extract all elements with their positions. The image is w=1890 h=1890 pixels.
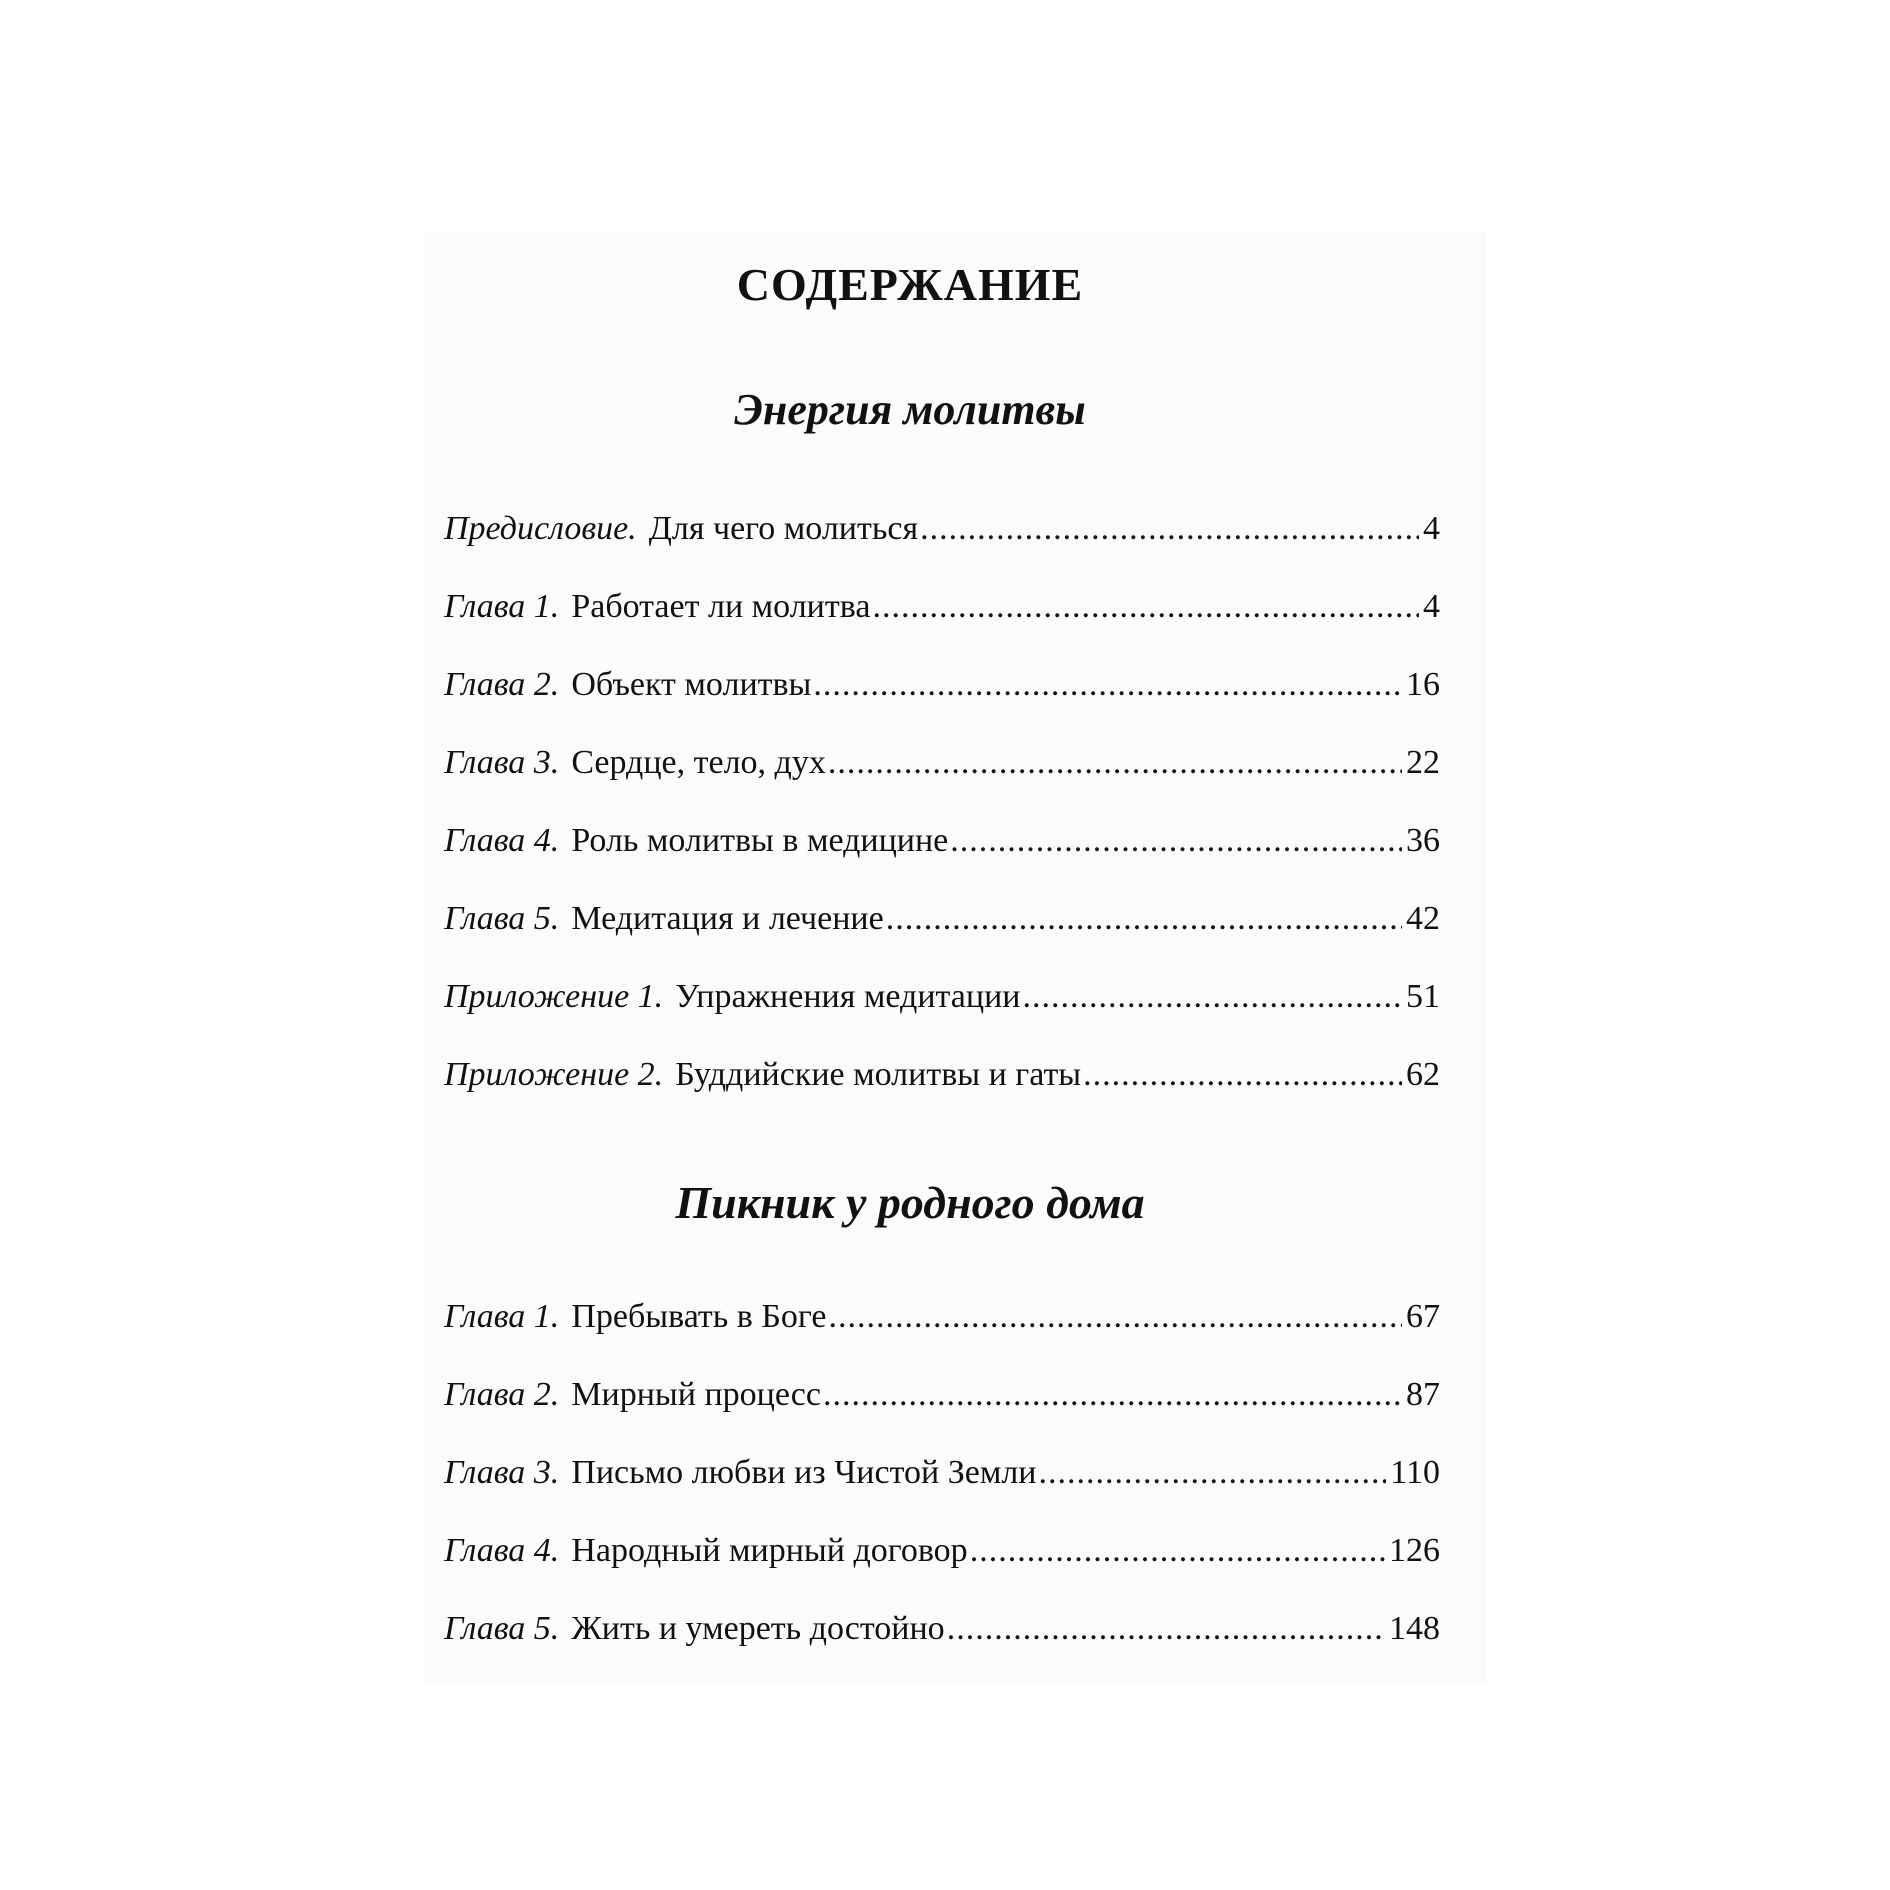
toc-entry-title: Буддийские молитвы и гаты [675,1056,1082,1093]
toc-entry-page: 87 [1406,1376,1440,1413]
toc-entry-label: Глава 5. [444,1610,560,1647]
toc-entry [444,1378,1440,1412]
toc-entry [444,1300,1440,1334]
section-title-energy-of-prayer: Энергия молитвы [734,385,1086,434]
toc-entry-label: Глава 4. [444,1532,560,1569]
toc-entry-label: Глава 1. [444,1298,560,1335]
toc-entry-label: Глава 2. [444,666,560,703]
dot-leader [823,1378,1402,1412]
toc-entry-title: Медитация и лечение [571,900,884,937]
toc-entry-page: 4 [1423,588,1440,625]
page-title: СОДЕРЖАНИЕ [736,259,1084,310]
dot-leader [872,590,1419,624]
toc-entry-page: 148 [1389,1610,1440,1647]
dot-leader [950,824,1402,858]
toc-entry [444,1612,1440,1646]
toc-entry-title: Пребывать в Боге [571,1298,827,1335]
toc-entry-title: Упражнения медитации [675,978,1021,1015]
dot-leader [813,668,1402,702]
toc-entry-page: 36 [1406,822,1440,859]
toc-entry [444,1456,1440,1490]
dot-leader [920,512,1419,546]
toc-entry-page: 22 [1406,744,1440,781]
toc-entry-title: Роль молитвы в медицине [571,822,949,859]
toc-entry-label: Предисловие. [444,510,637,547]
toc-entry [444,980,1440,1014]
section-title-picnic-at-home: Пикник у родного дома [675,1177,1145,1228]
toc-entry [444,824,1440,858]
dot-leader [828,746,1402,780]
toc-entry-title: Работает ли молитва [571,588,871,625]
toc-entry-page: 4 [1423,510,1440,547]
dot-leader [1022,980,1402,1014]
toc-entry-page: 67 [1406,1298,1440,1335]
toc-entry [444,746,1440,780]
dot-leader [1083,1058,1402,1092]
toc-entry-label: Глава 3. [444,1454,560,1491]
toc-entry-page: 42 [1406,900,1440,937]
toc-entry [444,1534,1440,1568]
toc-entry-label: Глава 3. [444,744,560,781]
toc-entry-label: Приложение 2. [444,1056,664,1093]
toc-entry-page: 16 [1406,666,1440,703]
toc-entry [444,1058,1440,1092]
toc-entry [444,590,1440,624]
toc-entry-title: Мирный процесс [571,1376,821,1413]
toc-entry-label: Глава 1. [444,588,560,625]
toc-entry-title: Народный мирный договор [571,1532,968,1569]
toc-entry-page: 51 [1406,978,1440,1015]
dot-leader [1039,1456,1387,1490]
toc-entry-title: Сердце, тело, дух [571,744,826,781]
toc-entry-label: Приложение 1. [444,978,664,1015]
toc-entry [444,512,1440,546]
dot-leader [828,1300,1402,1334]
toc-entry-page: 110 [1390,1454,1440,1491]
toc-entry-label: Глава 4. [444,822,560,859]
dot-leader [947,1612,1385,1646]
toc-entry-page: 126 [1389,1532,1440,1569]
toc-entry-title: Для чего молиться [648,510,919,547]
dot-leader [886,902,1402,936]
toc-entry-page: 62 [1406,1056,1440,1093]
toc-entry-title: Жить и умереть достойно [571,1610,945,1647]
dot-leader [970,1534,1385,1568]
toc-entry-label: Глава 5. [444,900,560,937]
toc-entry-label: Глава 2. [444,1376,560,1413]
toc-entry-title: Объект молитвы [571,666,812,703]
toc-entry-title: Письмо любви из Чистой Земли [571,1454,1037,1491]
toc-entry [444,902,1440,936]
toc-entry [444,668,1440,702]
